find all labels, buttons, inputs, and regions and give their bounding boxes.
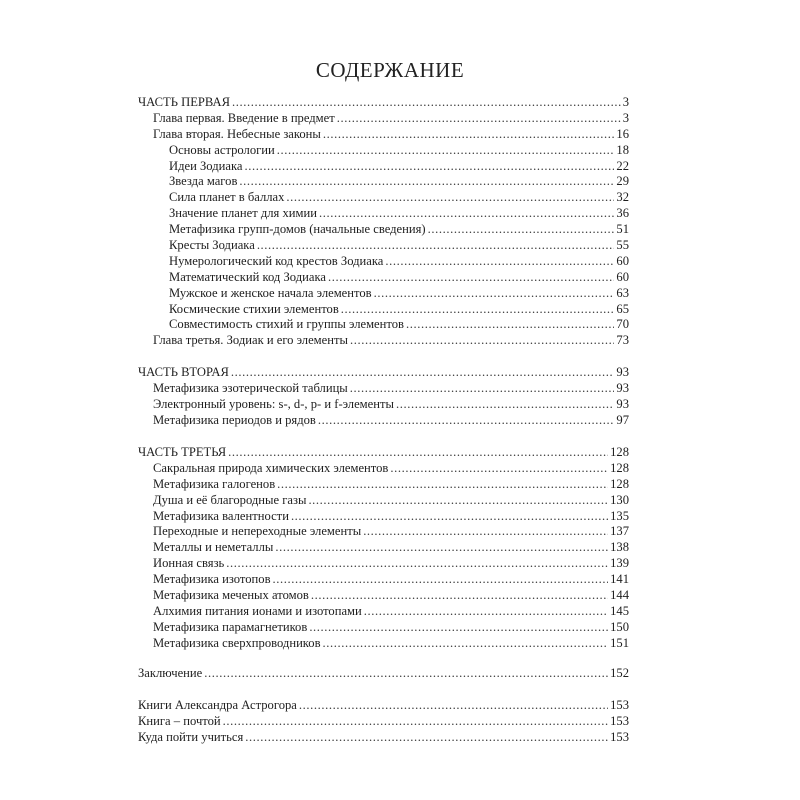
toc-entry-page: 150 [610,619,629,634]
toc-entry-title: Метафизика меченых атомов [153,588,309,603]
toc-entry [138,254,629,270]
toc-entry-title: Книга – почтой [138,713,221,728]
toc-entry-page: 3 [622,95,629,109]
toc-entry-title: Алхимия питания ионами и изотопами [153,603,362,618]
toc-entry-title: Нумерологический код крестов Зодиака [169,253,384,268]
toc-entry [138,333,629,349]
toc-entry [138,174,629,190]
toc-entry [138,636,629,652]
toc-entry-title: Метафизика галогенов [153,476,276,491]
toc-entry-title: Мужское и женское начала элементов [169,285,372,300]
toc-dot-leader [277,143,615,159]
toc-entry-title: Метафизика периодов и рядов [153,412,316,427]
toc-entry-title: Книги Александра Астрогора [138,698,297,712]
toc-entry [138,509,629,525]
toc-entry [138,493,629,509]
toc-dot-leader [286,190,614,206]
toc-dot-leader [231,365,615,381]
toc-entry-page: 153 [610,713,629,728]
toc-dot-leader [226,556,608,572]
toc-entry-page: 144 [610,588,629,603]
toc-entry-title: Сила планет в баллах [169,190,285,205]
toc-entry-page: 138 [610,540,629,555]
toc-entry-title: Метафизика изотопов [153,572,271,587]
toc-entry-title: Заключение [138,666,203,680]
toc-entry-title: Глава третья. Зодиак и его элементы [153,333,348,348]
toc-entry [138,270,629,286]
toc-entry [138,730,629,746]
toc-dot-leader [299,698,608,714]
toc-entry [138,540,629,556]
toc-dot-leader [244,159,614,175]
toc-entry [138,317,629,333]
toc-entry-title: Математический код Зодиака [169,269,326,284]
toc-entry [138,222,629,238]
toc-dot-leader [390,461,608,477]
toc-entry [138,604,629,620]
toc-dot-leader [311,588,608,604]
toc-group-part-2 [138,365,629,429]
toc-dot-leader [363,524,608,540]
toc-entry-page: 65 [616,301,629,316]
toc-entry [138,588,629,604]
toc-dot-leader [273,572,609,588]
toc-entry [138,206,629,222]
toc-entry-page: 73 [616,333,629,348]
toc-entry [138,556,629,572]
toc-entry-page: 153 [610,729,629,744]
toc-entry-page: 128 [610,476,629,491]
toc-entry-page: 97 [616,412,629,427]
toc-entry-title: Метафизика парамагнетиков [153,619,308,634]
toc-entry [138,714,629,730]
toc-entry [138,397,629,413]
toc-dot-leader [341,302,615,318]
toc-entry-title: Идеи Зодиака [169,158,243,173]
toc-entry [138,666,629,682]
toc-entry [138,143,629,159]
toc-entry-title: Ионная связь [153,556,225,571]
toc-dot-leader [374,286,615,302]
toc-dot-leader [204,666,608,682]
toc-entry-title: Звезда магов [169,174,238,189]
toc-dot-leader [350,333,614,349]
toc-dot-leader [228,445,608,461]
toc-entry-title: Основы астрологии [169,142,275,157]
toc-entry-page: 128 [610,445,629,459]
toc-entry-page: 135 [610,508,629,523]
toc-entry-title: Переходные и непереходные элементы [153,524,362,539]
toc-entry-page: 51 [616,222,629,237]
toc-dot-leader [328,270,614,286]
toc-dot-leader [350,381,615,397]
toc-entry-page: 70 [616,317,629,332]
toc-group-part-3 [138,445,629,652]
toc-dot-leader [323,636,609,652]
toc-entry-title: Метафизика эзотерической таблицы [153,380,348,395]
toc-dot-leader [291,509,608,525]
toc-entry-title: Метафизика групп-домов (начальные сведения) [169,222,426,237]
toc-entry-title: Металлы и неметаллы [153,540,274,555]
toc-entry [138,477,629,493]
toc-entry-page: 93 [616,365,629,379]
toc-entry-page: 153 [610,698,629,712]
toc-entry-title: Сакральная природа химических элементов [153,460,389,475]
toc-entry [138,572,629,588]
toc-entry-page: 3 [622,110,629,125]
toc-entry-page: 60 [616,269,629,284]
toc-entry [138,413,629,429]
toc-entry-page: 18 [616,142,629,157]
toc-entry [138,95,629,111]
toc-dot-leader [385,254,614,270]
toc-entry-page: 141 [610,572,629,587]
toc-dot-leader [318,413,615,429]
toc-entry [138,620,629,636]
toc-entry [138,365,629,381]
toc-entry-page: 29 [616,174,629,189]
toc-entry-title: Глава первая. Введение в предмет [153,110,335,125]
toc-dot-leader [223,714,608,730]
page-title: СОДЕРЖАНИЕ [315,58,465,82]
toc-entry-title: Кресты Зодиака [169,238,255,253]
toc-entry-title: ЧАСТЬ ТРЕТЬЯ [138,445,227,459]
toc-entry-page: 32 [616,190,629,205]
toc-dot-leader [364,604,608,620]
toc-entry-page: 137 [610,524,629,539]
toc-entry [138,698,629,714]
toc-entry-page: 60 [616,253,629,268]
toc-entry-page: 128 [610,460,629,475]
toc-dot-leader [319,206,614,222]
toc-dot-leader [428,222,615,238]
toc-entry-title: Куда пойти учиться [138,729,244,744]
toc-entry [138,190,629,206]
toc-entry-title: ЧАСТЬ ПЕРВАЯ [138,95,231,109]
toc-entry [138,286,629,302]
toc-entry [138,127,629,143]
toc-entry [138,111,629,127]
toc-group-appendix [138,698,629,746]
toc-entry-title: Электронный уровень: s-, d-, p- и f-элементы [153,396,394,411]
toc-dot-leader [323,127,615,143]
toc-entry-page: 93 [616,396,629,411]
toc-group-conclusion [138,666,629,682]
toc-dot-leader [232,95,621,111]
toc-entry-title: Глава вторая. Небесные законы [153,126,321,141]
toc-entry-page: 93 [616,380,629,395]
toc-entry [138,302,629,318]
toc-dot-leader [275,540,608,556]
toc-dot-leader [245,730,608,746]
toc-entry-page: 55 [616,238,629,253]
toc-entry-page: 22 [616,158,629,173]
toc-entry-page: 152 [610,666,629,680]
toc-entry-page: 36 [616,206,629,221]
toc-dot-leader [406,317,614,333]
toc-entry-page: 145 [610,603,629,618]
toc-entry-title: Совместимость стихий и группы элементов [169,317,404,332]
toc-dot-leader [396,397,614,413]
toc-dot-leader [308,493,608,509]
toc-entry [138,524,629,540]
toc-entry-page: 130 [610,492,629,507]
toc-dot-leader [277,477,608,493]
toc-entry-title: Космические стихии элементов [169,301,339,316]
toc-entry-page: 16 [616,126,629,141]
toc-entry-page: 139 [610,556,629,571]
toc-entry [138,461,629,477]
toc-dot-leader [309,620,608,636]
toc-entry [138,238,629,254]
toc-entry-title: Душа и её благородные газы [153,492,307,507]
toc-dot-leader [337,111,621,127]
toc-entry-title: Значение планет для химии [169,206,317,221]
toc-entry-title: ЧАСТЬ ВТОРАЯ [138,365,229,379]
toc-entry [138,445,629,461]
toc-group-part-1 [138,95,629,349]
toc-entry-title: Метафизика валентности [153,508,289,523]
toc-entry-page: 151 [610,635,629,650]
toc-entry-page: 63 [616,285,629,300]
toc-entry [138,159,629,175]
toc-dot-leader [239,174,614,190]
toc-dot-leader [257,238,615,254]
toc-entry [138,381,629,397]
toc-entry-title: Метафизика сверхпроводников [153,635,321,650]
